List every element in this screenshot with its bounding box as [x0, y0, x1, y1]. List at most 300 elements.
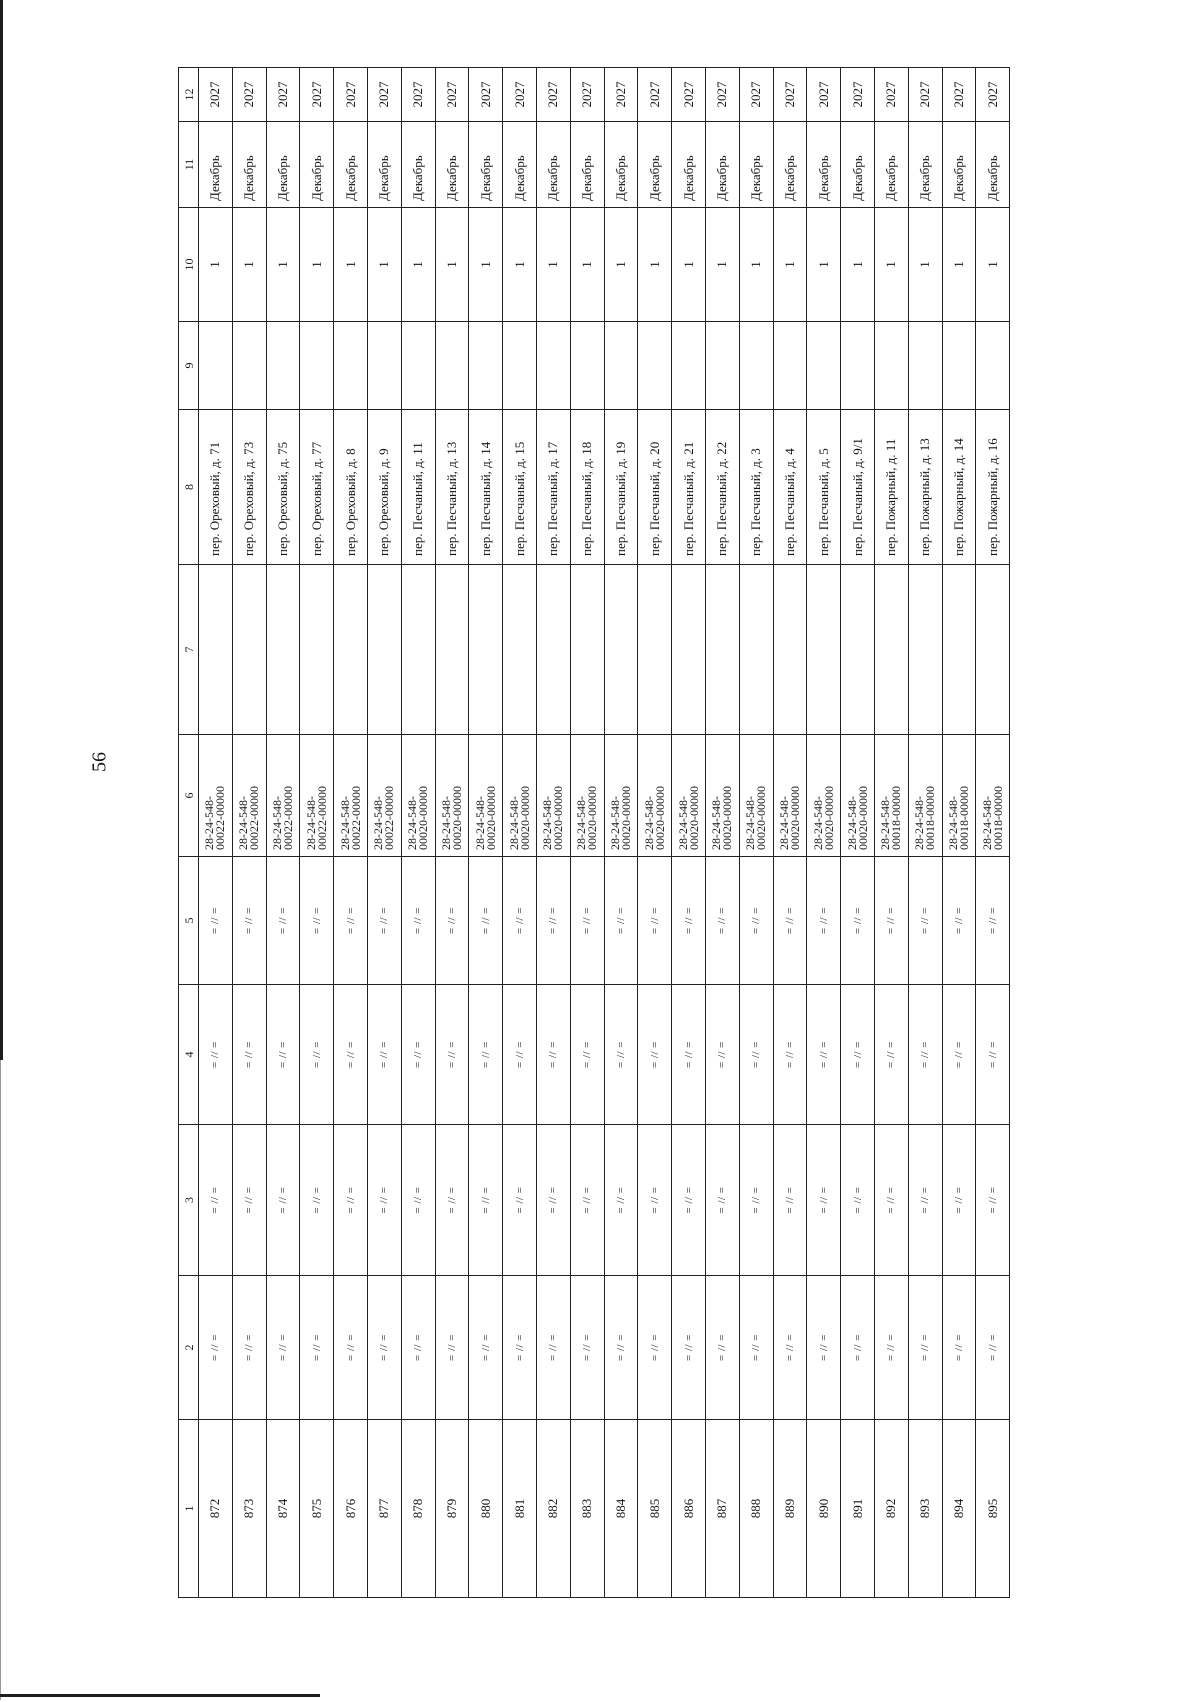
table-row [773, 68, 807, 1598]
code-cell [536, 735, 570, 857]
empty-cell-col7 [739, 565, 773, 735]
table-row [300, 68, 334, 1598]
year-cell: 2027 [334, 68, 368, 122]
month-cell: Декабрь [739, 122, 773, 208]
empty-cell-col7 [841, 565, 875, 735]
empty-cell-col9 [638, 322, 672, 410]
code-line-1: 28-24-548- [979, 796, 994, 850]
quantity-cell: 1 [604, 208, 638, 322]
table-row [469, 68, 503, 1598]
code-line-1: 28-24-548- [506, 796, 521, 850]
code-line-2: 00022-00000 [247, 786, 262, 850]
empty-cell-col9 [300, 322, 334, 410]
row-number-cell: 873 [232, 1420, 266, 1598]
empty-cell-col9 [773, 322, 807, 410]
quantity-cell: 1 [401, 208, 435, 322]
ditto-cell-col5: = // = [672, 857, 706, 985]
code-line-1: 28-24-548- [438, 796, 453, 850]
code-cell [773, 735, 807, 857]
empty-cell-col9 [976, 322, 1010, 410]
address-cell: пер. Песчаный, д. 21 [672, 410, 706, 565]
address-cell: пер. Песчаный, д. 18 [570, 410, 604, 565]
table-row [705, 68, 739, 1598]
empty-cell-col9 [570, 322, 604, 410]
ditto-cell-col3: = // = [199, 1125, 233, 1276]
row-number-cell: 884 [604, 1420, 638, 1598]
code-line-1: 28-24-548- [641, 796, 656, 850]
code-line-2: 00020-00000 [483, 786, 498, 850]
code-line-2: 00020-00000 [416, 786, 431, 850]
quantity-cell: 1 [773, 208, 807, 322]
empty-cell-col7 [908, 565, 942, 735]
quantity-cell: 1 [638, 208, 672, 322]
ditto-cell-col3: = // = [435, 1125, 469, 1276]
address-cell: пер. Песчаный, д. 3 [739, 410, 773, 565]
code-line-1: 28-24-548- [540, 796, 555, 850]
year-cell: 2027 [604, 68, 638, 122]
code-cell [367, 735, 401, 857]
table-row [604, 68, 638, 1598]
code-line-2: 00020-00000 [720, 786, 735, 850]
month-cell: Декабрь [807, 122, 841, 208]
table-row [570, 68, 604, 1598]
code-line-1: 28-24-548- [709, 796, 724, 850]
code-cell [435, 735, 469, 857]
address-cell: пер. Песчаный, д. 17 [536, 410, 570, 565]
address-cell: пер. Песчаный, д. 20 [638, 410, 672, 565]
year-cell: 2027 [807, 68, 841, 122]
ditto-cell-col3: = // = [503, 1125, 537, 1276]
quantity-cell: 1 [807, 208, 841, 322]
ditto-cell-col4: = // = [942, 985, 976, 1125]
table-row [739, 68, 773, 1598]
ditto-cell-col2: = // = [942, 1276, 976, 1420]
ditto-cell-col2: = // = [435, 1276, 469, 1420]
ditto-cell-col2: = // = [604, 1276, 638, 1420]
year-cell: 2027 [401, 68, 435, 122]
empty-cell-col9 [739, 322, 773, 410]
ditto-cell-col3: = // = [232, 1125, 266, 1276]
ditto-cell-col5: = // = [570, 857, 604, 985]
ditto-cell-col5: = // = [976, 857, 1010, 985]
ditto-cell-col5: = // = [232, 857, 266, 985]
table-row [435, 68, 469, 1598]
row-number-cell: 882 [536, 1420, 570, 1598]
empty-cell-col9 [334, 322, 368, 410]
empty-cell-col7 [874, 565, 908, 735]
row-number-cell: 877 [367, 1420, 401, 1598]
column-number-header: 4 [179, 985, 199, 1125]
quantity-cell: 1 [942, 208, 976, 322]
ditto-cell-col5: = // = [604, 857, 638, 985]
code-line-1: 28-24-548- [776, 796, 791, 850]
table-row [638, 68, 672, 1598]
year-cell: 2027 [908, 68, 942, 122]
month-cell: Декабрь [503, 122, 537, 208]
row-number-cell: 883 [570, 1420, 604, 1598]
ditto-cell-col2: = // = [300, 1276, 334, 1420]
empty-cell-col9 [199, 322, 233, 410]
empty-cell-col9 [266, 322, 300, 410]
quantity-cell: 1 [367, 208, 401, 322]
empty-cell-col7 [367, 565, 401, 735]
empty-cell-col7 [672, 565, 706, 735]
ditto-cell-col3: = // = [604, 1125, 638, 1276]
ditto-cell-col3: = // = [807, 1125, 841, 1276]
code-line-2: 00020-00000 [449, 786, 464, 850]
empty-cell-col7 [199, 565, 233, 735]
month-cell: Декабрь [570, 122, 604, 208]
row-number-cell: 875 [300, 1420, 334, 1598]
code-cell [503, 735, 537, 857]
empty-cell-col9 [536, 322, 570, 410]
ditto-cell-col5: = // = [199, 857, 233, 985]
empty-cell-col7 [807, 565, 841, 735]
ditto-cell-col3: = // = [266, 1125, 300, 1276]
table-row [334, 68, 368, 1598]
quantity-cell: 1 [266, 208, 300, 322]
column-number-header: 11 [179, 122, 199, 208]
code-cell [300, 735, 334, 857]
ditto-cell-col2: = // = [266, 1276, 300, 1420]
empty-cell-col9 [672, 322, 706, 410]
ditto-cell-col5: = // = [874, 857, 908, 985]
row-number-cell: 892 [874, 1420, 908, 1598]
row-number-cell: 876 [334, 1420, 368, 1598]
address-cell: пер. Песчаный, д. 19 [604, 410, 638, 565]
year-cell: 2027 [232, 68, 266, 122]
ditto-cell-col3: = // = [841, 1125, 875, 1276]
quantity-cell: 1 [334, 208, 368, 322]
code-cell [705, 735, 739, 857]
empty-cell-col7 [604, 565, 638, 735]
ditto-cell-col4: = // = [604, 985, 638, 1125]
year-cell: 2027 [672, 68, 706, 122]
address-cell: пер. Ореховый, д. 75 [266, 410, 300, 565]
year-cell: 2027 [739, 68, 773, 122]
month-cell: Декабрь [874, 122, 908, 208]
ditto-cell-col4: = // = [638, 985, 672, 1125]
code-cell [908, 735, 942, 857]
quantity-cell: 1 [232, 208, 266, 322]
ditto-cell-col5: = // = [266, 857, 300, 985]
code-cell [199, 735, 233, 857]
ditto-cell-col4: = // = [334, 985, 368, 1125]
quantity-cell: 1 [841, 208, 875, 322]
ditto-cell-col2: = // = [401, 1276, 435, 1420]
row-number-cell: 881 [503, 1420, 537, 1598]
code-line-1: 28-24-548- [878, 796, 893, 850]
year-cell: 2027 [841, 68, 875, 122]
ditto-cell-col2: = // = [536, 1276, 570, 1420]
address-cell: пер. Ореховый, д. 77 [300, 410, 334, 565]
empty-cell-col7 [503, 565, 537, 735]
year-cell: 2027 [469, 68, 503, 122]
ditto-cell-col2: = // = [976, 1276, 1010, 1420]
code-cell [807, 735, 841, 857]
ditto-cell-col5: = // = [401, 857, 435, 985]
rotated-table-container [178, 68, 1010, 1598]
ditto-cell-col4: = // = [367, 985, 401, 1125]
ditto-cell-col2: = // = [908, 1276, 942, 1420]
row-number-cell: 891 [841, 1420, 875, 1598]
empty-cell-col9 [841, 322, 875, 410]
column-number-header: 2 [179, 1276, 199, 1420]
code-line-2: 00018-00000 [923, 786, 938, 850]
ditto-cell-col4: = // = [739, 985, 773, 1125]
table-body [179, 68, 1010, 1598]
month-cell: Декабрь [266, 122, 300, 208]
page-number: 56 [88, 752, 111, 772]
ditto-cell-col5: = // = [773, 857, 807, 985]
code-line-2: 00020-00000 [517, 786, 532, 850]
empty-cell-col9 [942, 322, 976, 410]
year-cell: 2027 [773, 68, 807, 122]
year-cell: 2027 [705, 68, 739, 122]
code-line-2: 00022-00000 [382, 786, 397, 850]
code-line-1: 28-24-548- [371, 796, 386, 850]
code-line-1: 28-24-548- [405, 796, 420, 850]
code-cell [874, 735, 908, 857]
code-cell [841, 735, 875, 857]
ditto-cell-col5: = // = [367, 857, 401, 985]
month-cell: Декабрь [199, 122, 233, 208]
code-line-1: 28-24-548- [236, 796, 251, 850]
year-cell: 2027 [570, 68, 604, 122]
quantity-cell: 1 [570, 208, 604, 322]
year-cell: 2027 [976, 68, 1010, 122]
quantity-cell: 1 [503, 208, 537, 322]
code-line-1: 28-24-548- [202, 796, 217, 850]
code-cell [942, 735, 976, 857]
ditto-cell-col3: = // = [874, 1125, 908, 1276]
ditto-cell-col4: = // = [435, 985, 469, 1125]
scan-edge-bottom [0, 1694, 320, 1697]
column-number-header: 9 [179, 322, 199, 410]
code-line-2: 00022-00000 [213, 786, 228, 850]
code-cell [232, 735, 266, 857]
month-cell: Декабрь [976, 122, 1010, 208]
month-cell: Декабрь [401, 122, 435, 208]
code-line-2: 00020-00000 [754, 786, 769, 850]
quantity-cell: 1 [908, 208, 942, 322]
month-cell: Декабрь [469, 122, 503, 208]
scan-edge-left [0, 0, 3, 1060]
month-cell: Декабрь [841, 122, 875, 208]
address-cell: пер. Ореховый, д. 9 [367, 410, 401, 565]
ditto-cell-col3: = // = [469, 1125, 503, 1276]
empty-cell-col7 [266, 565, 300, 735]
year-cell: 2027 [536, 68, 570, 122]
column-number-header: 10 [179, 208, 199, 322]
month-cell: Декабрь [705, 122, 739, 208]
ditto-cell-col4: = // = [266, 985, 300, 1125]
address-cell: пер. Пожарный, д. 11 [874, 410, 908, 565]
code-cell [266, 735, 300, 857]
code-line-2: 00022-00000 [348, 786, 363, 850]
code-line-2: 00022-00000 [280, 786, 295, 850]
empty-cell-col9 [232, 322, 266, 410]
row-number-cell: 880 [469, 1420, 503, 1598]
quantity-cell: 1 [739, 208, 773, 322]
column-number-header: 3 [179, 1125, 199, 1276]
quantity-cell: 1 [536, 208, 570, 322]
quantity-cell: 1 [469, 208, 503, 322]
year-cell: 2027 [435, 68, 469, 122]
row-number-cell: 886 [672, 1420, 706, 1598]
quantity-cell: 1 [199, 208, 233, 322]
address-cell: пер. Песчаный, д. 5 [807, 410, 841, 565]
ditto-cell-col4: = // = [672, 985, 706, 1125]
code-line-1: 28-24-548- [269, 796, 284, 850]
ditto-cell-col3: = // = [570, 1125, 604, 1276]
empty-cell-col7 [469, 565, 503, 735]
code-line-2: 00020-00000 [618, 786, 633, 850]
empty-cell-col7 [773, 565, 807, 735]
ditto-cell-col5: = // = [841, 857, 875, 985]
ditto-cell-col2: = // = [199, 1276, 233, 1420]
code-cell [739, 735, 773, 857]
ditto-cell-col4: = // = [503, 985, 537, 1125]
table-row [401, 68, 435, 1598]
code-line-2: 00020-00000 [787, 786, 802, 850]
empty-cell-col9 [469, 322, 503, 410]
table-row [232, 68, 266, 1598]
ditto-cell-col3: = // = [401, 1125, 435, 1276]
ditto-cell-col3: = // = [536, 1125, 570, 1276]
month-cell: Декабрь [604, 122, 638, 208]
address-cell: пер. Песчаный, д. 11 [401, 410, 435, 565]
empty-cell-col7 [976, 565, 1010, 735]
month-cell: Декабрь [536, 122, 570, 208]
code-line-2: 00018-00000 [990, 786, 1005, 850]
year-cell: 2027 [942, 68, 976, 122]
quantity-cell: 1 [300, 208, 334, 322]
year-cell: 2027 [266, 68, 300, 122]
code-cell [401, 735, 435, 857]
month-cell: Декабрь [334, 122, 368, 208]
data-table [178, 67, 1010, 1598]
address-cell: пер. Песчаный, д. 9/1 [841, 410, 875, 565]
empty-cell-col9 [807, 322, 841, 410]
ditto-cell-col2: = // = [503, 1276, 537, 1420]
year-cell: 2027 [874, 68, 908, 122]
code-cell [604, 735, 638, 857]
ditto-cell-col3: = // = [367, 1125, 401, 1276]
address-cell: пер. Пожарный, д. 16 [976, 410, 1010, 565]
header-row [179, 68, 199, 1598]
code-line-2: 00022-00000 [314, 786, 329, 850]
code-line-2: 00018-00000 [956, 786, 971, 850]
row-number-cell: 872 [199, 1420, 233, 1598]
code-cell [638, 735, 672, 857]
ditto-cell-col5: = // = [638, 857, 672, 985]
code-line-1: 28-24-548- [912, 796, 927, 850]
code-line-2: 00020-00000 [585, 786, 600, 850]
year-cell: 2027 [367, 68, 401, 122]
code-line-2: 00020-00000 [652, 786, 667, 850]
row-number-cell: 879 [435, 1420, 469, 1598]
empty-cell-col7 [334, 565, 368, 735]
row-number-cell: 893 [908, 1420, 942, 1598]
ditto-cell-col5: = // = [908, 857, 942, 985]
ditto-cell-col4: = // = [536, 985, 570, 1125]
ditto-cell-col4: = // = [908, 985, 942, 1125]
code-cell [570, 735, 604, 857]
table-row [672, 68, 706, 1598]
ditto-cell-col3: = // = [334, 1125, 368, 1276]
quantity-cell: 1 [672, 208, 706, 322]
address-cell: пер. Песчаный, д. 13 [435, 410, 469, 565]
column-number-header: 5 [179, 857, 199, 985]
year-cell: 2027 [638, 68, 672, 122]
code-line-2: 00020-00000 [686, 786, 701, 850]
empty-cell-col7 [570, 565, 604, 735]
row-number-cell: 890 [807, 1420, 841, 1598]
empty-cell-col9 [705, 322, 739, 410]
ditto-cell-col3: = // = [739, 1125, 773, 1276]
code-cell [976, 735, 1010, 857]
ditto-cell-col5: = // = [469, 857, 503, 985]
column-number-header: 8 [179, 410, 199, 565]
year-cell: 2027 [199, 68, 233, 122]
table-row [503, 68, 537, 1598]
ditto-cell-col4: = // = [773, 985, 807, 1125]
code-line-2: 00020-00000 [855, 786, 870, 850]
code-line-1: 28-24-548- [810, 796, 825, 850]
address-cell: пер. Песчаный, д. 4 [773, 410, 807, 565]
table-row [942, 68, 976, 1598]
empty-cell-col7 [536, 565, 570, 735]
ditto-cell-col5: = // = [334, 857, 368, 985]
ditto-cell-col4: = // = [874, 985, 908, 1125]
table-row [367, 68, 401, 1598]
table-row [874, 68, 908, 1598]
ditto-cell-col2: = // = [807, 1276, 841, 1420]
ditto-cell-col4: = // = [807, 985, 841, 1125]
code-line-1: 28-24-548- [337, 796, 352, 850]
code-line-2: 00018-00000 [889, 786, 904, 850]
code-line-1: 28-24-548- [743, 796, 758, 850]
quantity-cell: 1 [976, 208, 1010, 322]
month-cell: Декабрь [638, 122, 672, 208]
year-cell: 2027 [300, 68, 334, 122]
address-cell: пер. Ореховый, д. 8 [334, 410, 368, 565]
column-number-header: 6 [179, 735, 199, 857]
month-cell: Декабрь [232, 122, 266, 208]
ditto-cell-col2: = // = [570, 1276, 604, 1420]
table-row [199, 68, 233, 1598]
empty-cell-col7 [300, 565, 334, 735]
ditto-cell-col4: = // = [976, 985, 1010, 1125]
ditto-cell-col3: = // = [942, 1125, 976, 1276]
code-cell [672, 735, 706, 857]
ditto-cell-col2: = // = [367, 1276, 401, 1420]
ditto-cell-col2: = // = [773, 1276, 807, 1420]
ditto-cell-col2: = // = [739, 1276, 773, 1420]
address-cell: пер. Пожарный, д. 13 [908, 410, 942, 565]
empty-cell-col9 [908, 322, 942, 410]
empty-cell-col9 [401, 322, 435, 410]
quantity-cell: 1 [874, 208, 908, 322]
month-cell: Декабрь [435, 122, 469, 208]
empty-cell-col7 [638, 565, 672, 735]
ditto-cell-col3: = // = [638, 1125, 672, 1276]
year-cell: 2027 [503, 68, 537, 122]
month-cell: Декабрь [672, 122, 706, 208]
ditto-cell-col4: = // = [705, 985, 739, 1125]
table-row [976, 68, 1010, 1598]
